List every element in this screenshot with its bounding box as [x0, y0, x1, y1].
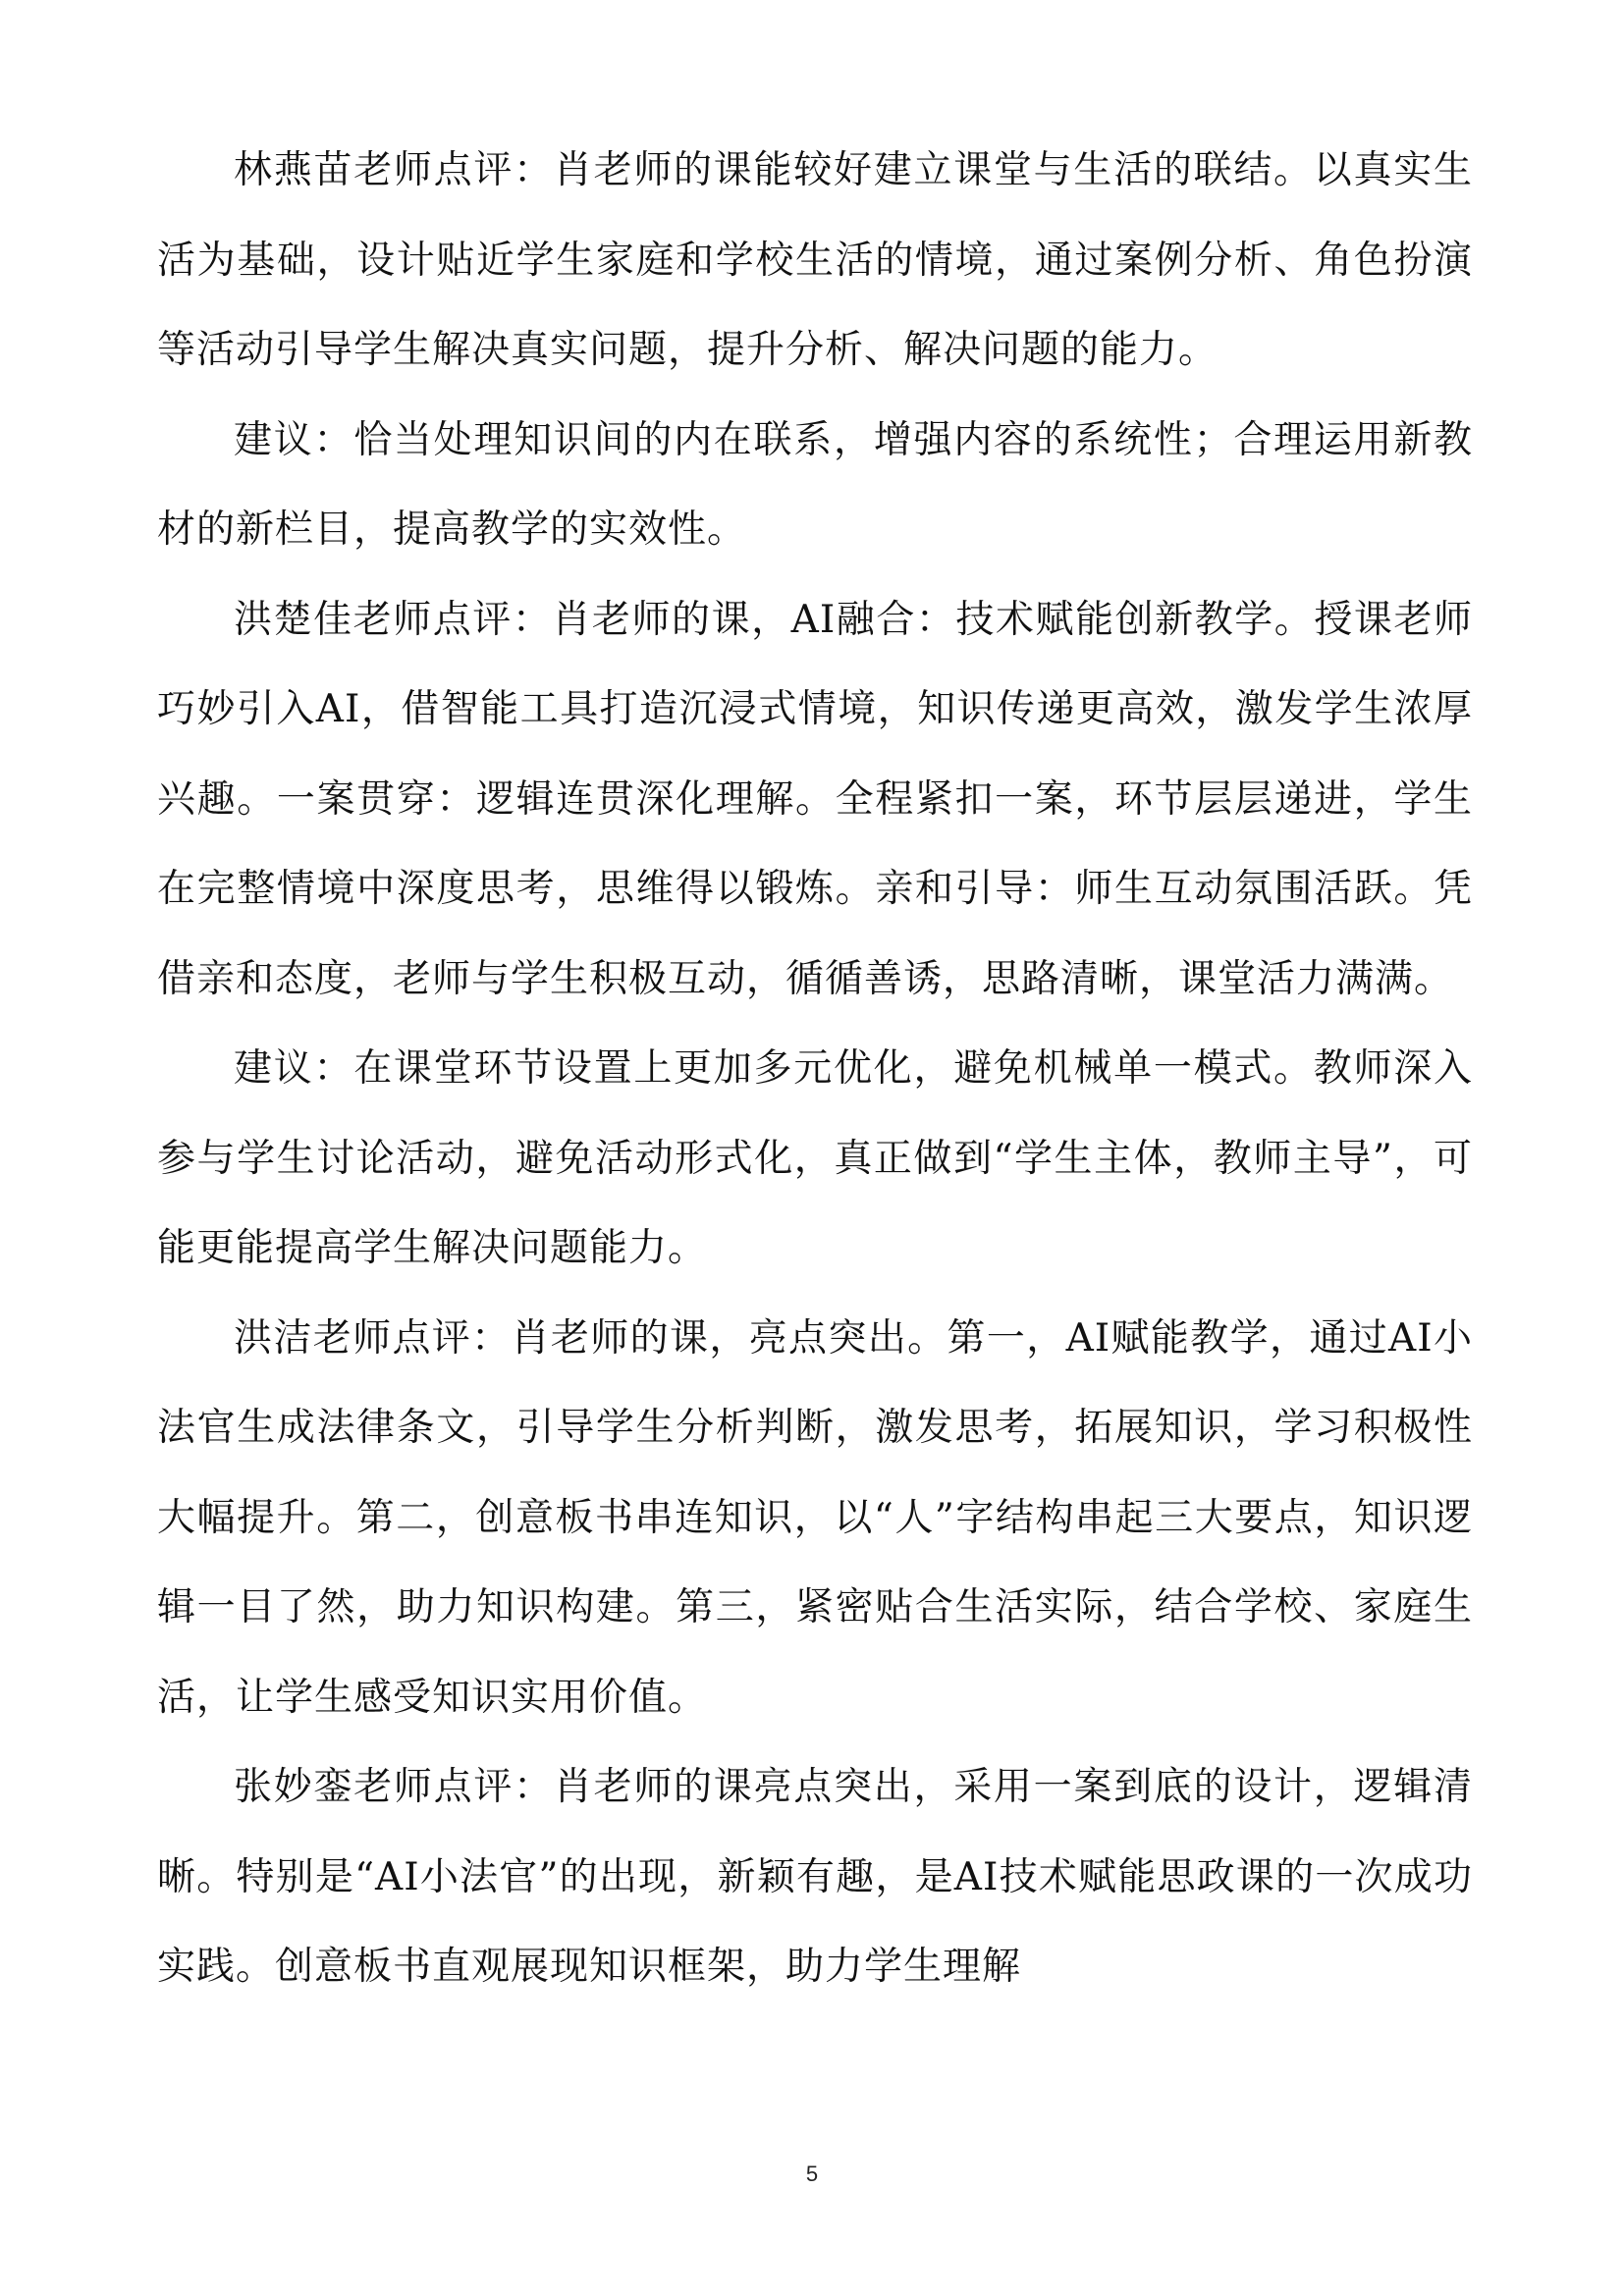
paragraph-hongjie-comment: 洪洁老师点评：肖老师的课，亮点突出。第一，AI赋能教学，通过AI小法官生成法律条文，引导学生分析判断，激发思考，拓展知识，学习积极性大幅提升。第二，创意板书串连知识，以“人”字结构串起三大要点，知识逻辑一目了然，助力知识构建。第三，紧密贴合生活实际，结合学校、家庭生活，让学生感受知识实用价值。 — [157, 1315, 1473, 1720]
paragraph-suggestion-2: 建议：在课堂环节设置上更加多元优化，避免机械单一模式。教师深入参与学生讨论活动，避免活动形式化，真正做到“学生主体，教师主导”，可能更能提高学生解决问题能力。 — [157, 1046, 1473, 1270]
paragraph-suggestion-1: 建议：恰当处理知识间的内在联系，增强内容的系统性；合理运用新教材的新栏目，提高教学的实效性。 — [157, 417, 1473, 552]
paragraph-hongchujia-comment: 洪楚佳老师点评：肖老师的课，AI融合：技术赋能创新教学。授课老师巧妙引入AI，借智能工具打造沉浸式情境，知识传递更高效，激发学生浓厚兴趣。一案贯穿：逻辑连贯深化理解。全程紧扣一案，环节层层递进，学生在完整情境中深度思考，思维得以锻炼。亲和引导：师生互动氛围活跃。凭借亲和态度，老师与学生积极互动，循循善诱，思路清晰，课堂活力满满。 — [157, 597, 1473, 1001]
paragraph-zhang-comment: 张妙銮老师点评：肖老师的课亮点突出，采用一案到底的设计，逻辑清晰。特别是“AI小法官”的出现，新颖有趣，是AI技术赋能思政课的一次成功实践。创意板书直观展现知识框架，助力学生理解 — [157, 1765, 1473, 1989]
document-body — [157, 126, 1473, 2012]
page-number: 5 — [805, 2162, 819, 2186]
paragraph-lin-comment: 林燕苗老师点评：肖老师的课能较好建立课堂与生活的联结。以真实生活为基础，设计贴近学生家庭和学校生活的情境，通过案例分析、角色扮演等活动引导学生解决真实问题，提升分析、解决问题的能力。 — [157, 148, 1473, 372]
